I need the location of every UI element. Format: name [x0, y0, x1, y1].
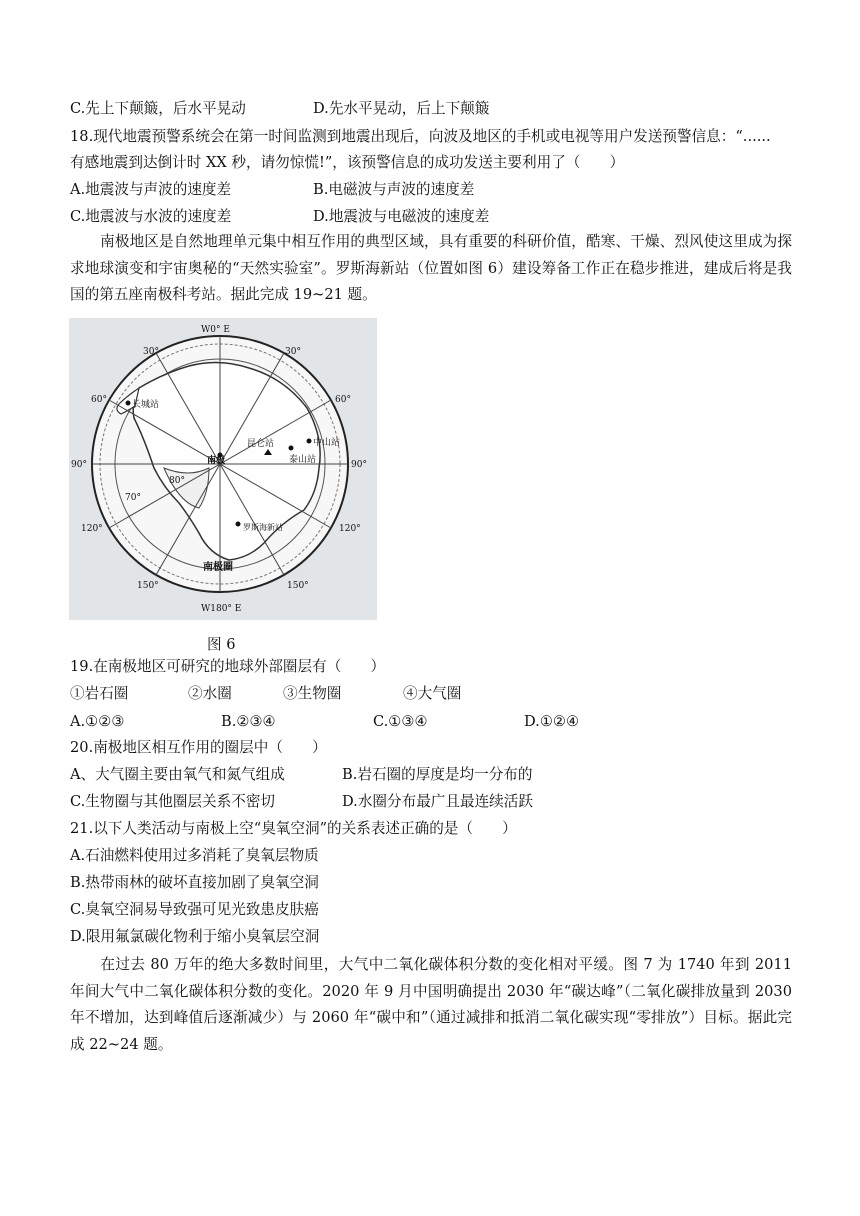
- map-lon-60w: 60°: [91, 395, 107, 405]
- q21-option-b: B.热带雨林的破坏直接加剧了臭氧空洞: [70, 874, 319, 891]
- station-marker-ross-sea: [236, 522, 241, 527]
- station-zhongshan: 中山站: [313, 438, 341, 448]
- antarctica-map: [69, 318, 377, 620]
- station-great-wall: 长城站: [132, 400, 160, 410]
- map-lon-60e: 60°: [335, 395, 351, 405]
- q20-stem: 20.南极地区相互作用的圈层中（ ）: [70, 739, 327, 756]
- map-bottom-label: W180° E: [201, 604, 242, 614]
- q17-option-d: D.先水平晃动，后上下颠簸: [313, 100, 490, 117]
- q20-option-b: B.岩石圈的厚度是均一分布的: [342, 766, 533, 783]
- q20-option-a: A、大气圈主要由氧气和氮气组成: [70, 766, 285, 783]
- q21-option-d: D.限用氟氯碳化物利于缩小臭氧层空洞: [70, 928, 320, 945]
- station-ross-sea: 罗斯海新站: [243, 523, 283, 532]
- station-kunlun: 昆仑站: [247, 439, 275, 449]
- q19-option-c: C.①③④: [373, 713, 428, 730]
- q18-stem-line2: 有感地震到达倒计时 XX 秒，请勿惊慌!”，该预警信息的成功发送主要利用了（ ）: [70, 154, 625, 171]
- q19-item-4: ④大气圈: [403, 685, 462, 702]
- antarctica-intro-text: 南极地区是自然地理单元集中相互作用的典型区域，具有重要的科研价值，酷寒、干燥、烈风使这里成为探求地球演变和宇宙奥秘的“天然实验室”。罗斯海新站（位置如图 6）建设筹备工作正在稳步推进，建成后将是我国的第五座南极科考站。据此完成 19~21 题。: [70, 233, 792, 303]
- q18-stem-line1: 18.现代地震预警系统会在第一时间监测到地震出现后，向波及地区的手机或电视等用户发送预警信息：“......: [70, 128, 771, 145]
- q18-option-b: B.电磁波与声波的速度差: [313, 181, 475, 198]
- station-taishan: 泰山站: [289, 455, 317, 465]
- q20-option-d: D.水圈分布最广且最连续活跃: [342, 793, 533, 810]
- antarctica-intro-paragraph: [70, 229, 792, 309]
- station-marker-taishan: [289, 446, 294, 451]
- co2-intro-text: 在过去 80 万年的绝大多数时间里，大气中二氧化碳体积分数的变化相对平缓。图 7 为 1740 年到 2011 年间大气中二氧化碳体积分数的变化。2020 年 9 月中国明确提出 2030 年“碳达峰”（二氧化碳排放量到 2030 年不增加，达到峰值后逐渐减少）与 2060 年“碳中和”（通过减排和抵消二氧化碳实现“零排放”）目标。据此完成 22~24 题。: [70, 956, 792, 1053]
- q19-option-a: A.①②③: [70, 713, 125, 730]
- map-lon-90e: 90°: [351, 460, 367, 470]
- figure-caption: 图 6: [207, 636, 236, 653]
- map-lon-30w: 30°: [143, 347, 159, 357]
- q19-stem: 19.在南极地区可研究的地球外部圈层有（ ）: [70, 658, 386, 675]
- map-lat-80: 80°: [169, 476, 185, 486]
- station-marker-zhongshan: [307, 439, 312, 444]
- q21-option-a: A.石油燃料使用过多消耗了臭氧层物质: [70, 847, 319, 864]
- map-antarctic-circle-label: 南极圈: [203, 562, 233, 573]
- q19-item-3: ③生物圈: [283, 685, 342, 702]
- station-marker-great-wall: [126, 401, 131, 406]
- map-lon-120w: 120°: [81, 524, 103, 534]
- q19-option-d: D.①②④: [524, 713, 580, 730]
- q21-stem: 21.以下人类活动与南极上空“臭氧空洞”的关系表述正确的是（ ）: [70, 820, 517, 837]
- map-lat-70: 70°: [125, 493, 141, 503]
- q19-option-b: B.②③④: [221, 713, 276, 730]
- q21-option-c: C.臭氧空洞易导致强可见光致患皮肤癌: [70, 901, 319, 918]
- map-lon-90w: 90°: [71, 460, 87, 470]
- map-lon-150w: 150°: [137, 581, 159, 591]
- map-lon-150e: 150°: [287, 581, 309, 591]
- q18-option-a: A.地震波与声波的速度差: [70, 181, 232, 198]
- map-south-pole: 南极: [207, 456, 226, 466]
- map-lon-120e: 120°: [339, 524, 361, 534]
- q19-item-1: ①岩石圈: [70, 685, 129, 702]
- co2-intro-paragraph: [70, 952, 792, 1058]
- q18-option-c: C.地震波与水波的速度差: [70, 208, 232, 225]
- q18-option-d: D.地震波与电磁波的速度差: [313, 208, 490, 225]
- q20-option-c: C.生物圈与其他圈层关系不密切: [70, 793, 276, 810]
- q19-item-2: ②水圈: [188, 685, 232, 702]
- map-top-label: W0° E: [201, 325, 230, 335]
- q17-option-c: C.先上下颠簸，后水平晃动: [70, 100, 246, 117]
- map-lon-30e: 30°: [285, 347, 301, 357]
